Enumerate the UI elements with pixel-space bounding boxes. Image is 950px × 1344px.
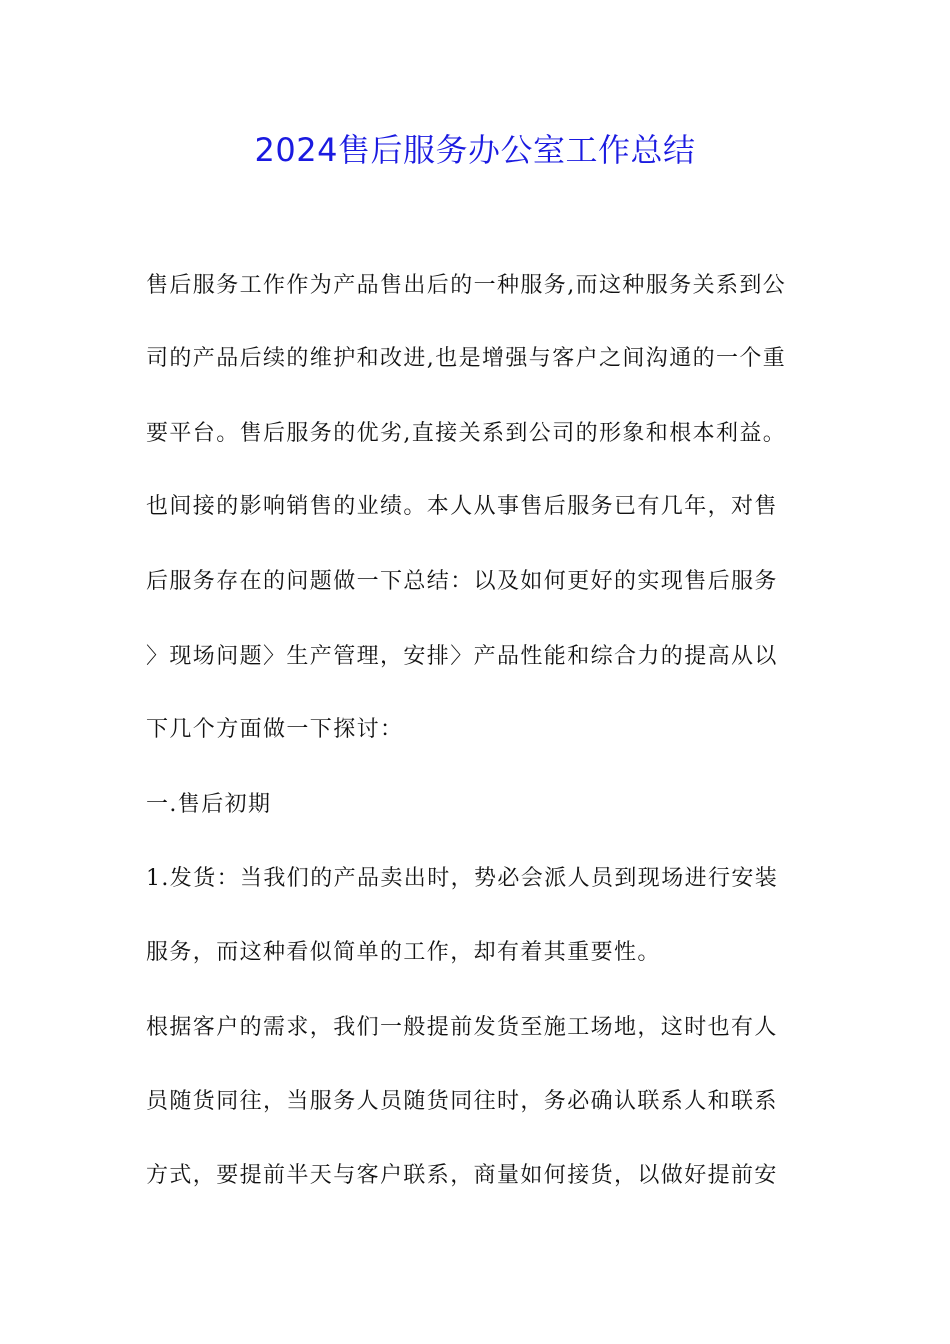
- body-line-12: 员随货同往，当服务人员随货同往时，务必确认联系人和联系: [146, 1089, 778, 1114]
- body-line-7: 下几个方面做一下探讨：: [146, 717, 404, 742]
- body-line-6: 〉现场问题〉生产管理，安排〉产品性能和综合力的提高从以: [146, 644, 778, 669]
- body-line-5: 后服务存在的问题做一下总结：以及如何更好的实现售后服务: [146, 569, 778, 594]
- body-line-2: 司的产品后续的维护和改进,也是增强与客户之间沟通的一个重: [146, 346, 787, 371]
- body-line-3: 要平台。售后服务的优劣,直接关系到公司的形象和根本利益。: [146, 421, 787, 446]
- section-heading: 一.售后初期: [146, 792, 272, 817]
- body-line-10: 服务，而这种看似简单的工作，却有着其重要性。: [146, 940, 661, 965]
- body-line-13: 方式，要提前半天与客户联系，商量如何接货，以做好提前安: [146, 1163, 778, 1188]
- body-line-1: 售后服务工作作为产品售出后的一种服务,而这种服务关系到公: [146, 273, 787, 298]
- body-line-11: 根据客户的需求，我们一般提前发货至施工场地，这时也有人: [146, 1015, 778, 1040]
- document-title: 2024售后服务办公室工作总结: [254, 131, 696, 169]
- body-line-9: 1.发货：当我们的产品卖出时，势必会派人员到现场进行安装: [146, 866, 779, 891]
- body-line-4: 也间接的影响销售的业绩。本人从事售后服务已有几年，对售: [146, 494, 778, 519]
